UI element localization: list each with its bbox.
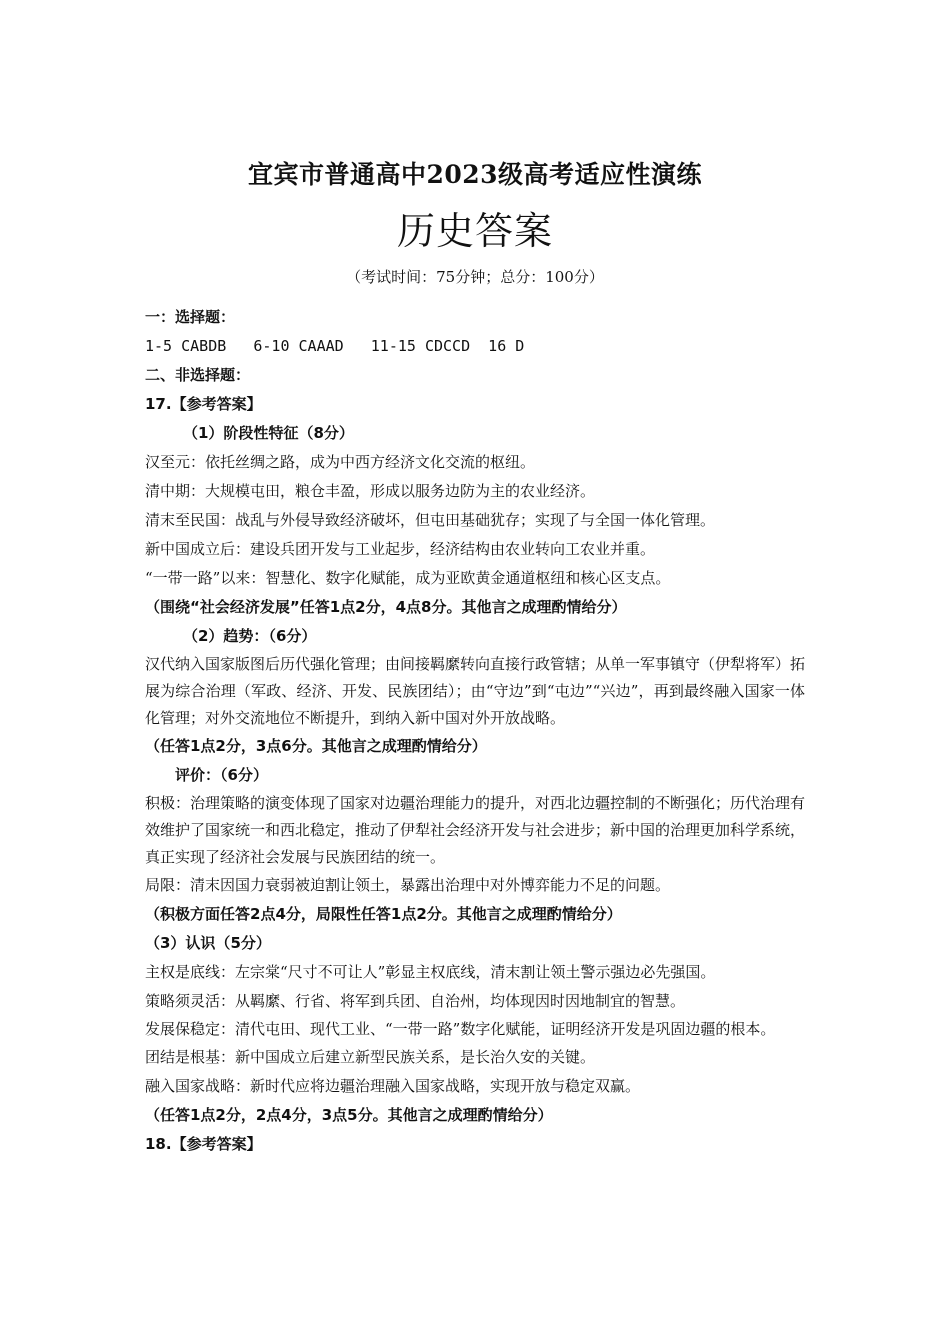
section-choice-heading: 一：选择题： [145,308,236,326]
section-nonchoice-heading: 二、非选择题： [145,366,251,384]
answer-content [145,303,805,1159]
q17-part3-line: 团结是根基：新中国成立后建立新型民族关系，是长治久安的关键。 [145,1048,596,1066]
q17-part1-line: 新中国成立后：建设兵团开发与工业起步，经济结构由农业转向工农业并重。 [145,540,656,558]
q18-label: 18.【参考答案】 [145,1135,262,1153]
q17-eval-positive: 积极：治理策略的演变体现了国家对边疆治理能力的提升，对西北边疆控制的不断强化；历代治理有效维护了国家统一和西北稳定，推动了伊犁社会经济开发与社会进步；新中国的治理更加科学系统，真正实现了经济社会发展与民族团结的统一。 [145,794,806,866]
q17-eval-heading: 评价：（6分） [175,766,268,784]
choice-answers: 1-5 CABDB 6-10 CAAAD 11-15 CDCCD 16 D [145,337,525,355]
q17-part3-stability: 发展保稳定：清代屯田、现代工业、“一带一路”数字化赋能，证明经济开发是巩固边疆的根本。 [145,1020,776,1038]
q17-part1-line: 清末至民国：战乱与外侵导致经济破坏，但屯田基础犹存；实现了与全国一体化管理。 [145,511,716,529]
q17-part1-scoring: （围绕“社会经济发展”任答1点2分，4点8分。其他言之成理酌情给分） [145,598,627,616]
q17-part1-heading: （1）阶段性特征（8分） [183,424,354,442]
q17-part2-heading: （2）趋势：（6分） [183,627,317,645]
q17-eval-limit: 局限：清末因国力衰弱被迫割让领土，暴露出治理中对外博弈能力不足的问题。 [145,876,671,894]
q17-part3-line: 主权是底线：左宗棠“尺寸不可让人”彰显主权底线，清末割让领土警示强边必先强国。 [145,963,716,981]
exam-info: （考试时间：75分钟；总分：100分） [346,268,604,286]
q17-part3-heading: （3）认识（5分） [145,934,271,952]
q17-label: 17.【参考答案】 [145,395,262,413]
q17-eval-scoring: （积极方面任答2点4分，局限性任答1点2分。其他言之成理酌情给分） [145,905,622,923]
subject-title: 历史答案 [396,209,553,253]
q17-part3-line: 策略须灵活：从羁縻、行省、将军到兵团、自治州，均体现因时因地制宜的智慧。 [145,992,686,1010]
q17-part3-line: 融入国家战略：新时代应将边疆治理融入国家战略，实现开放与稳定双赢。 [145,1077,641,1095]
q17-part1-line: 清中期：大规模屯田，粮仓丰盈，形成以服务边防为主的农业经济。 [145,482,596,500]
q17-part1-line: “一带一路”以来：智慧化、数字化赋能，成为亚欧黄金通道枢纽和核心区支点。 [145,569,671,587]
document-title: 宜宾市普通高中2023级高考适应性演练 [247,160,703,189]
q17-part2-scoring: （任答1点2分，3点6分。其他言之成理酌情给分） [145,737,487,755]
q17-part2-text: 汉代纳入国家版图后历代强化管理；由间接羁縻转向直接行政管辖；从单一军事镇守（伊犁将军）拓展为综合治理（军政、经济、开发、民族团结）；由“守边”到“屯边”“兴边”，再到最终融入国家一体化管理；对外交流地位不断提升，到纳入新中国对外开放战略。 [145,655,806,727]
q17-part3-scoring: （任答1点2分，2点4分，3点5分。其他言之成理酌情给分） [145,1106,553,1124]
q17-part1-line: 汉至元：依托丝绸之路，成为中西方经济文化交流的枢纽。 [145,453,536,471]
